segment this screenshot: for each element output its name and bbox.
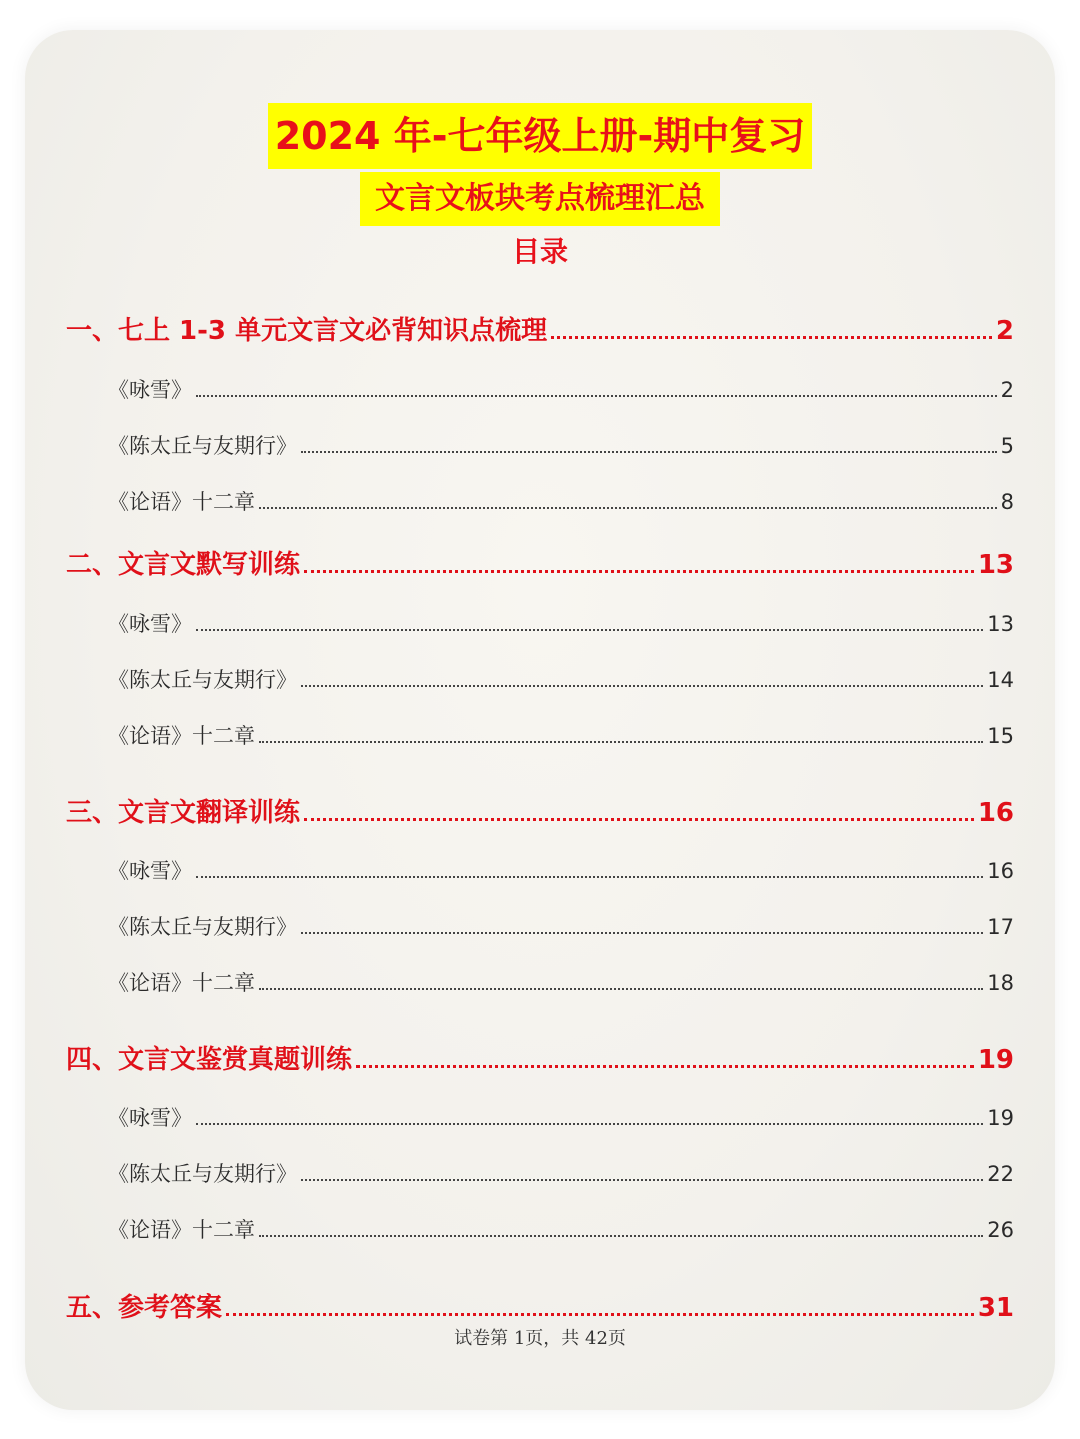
toc-item-page: 26 xyxy=(987,1218,1014,1242)
toc-section-5[interactable] xyxy=(66,1287,1014,1324)
toc-item-label: 《论语》十二章 xyxy=(108,490,255,514)
document-title: 2024 年-七年级上册-期中复习 xyxy=(268,103,812,169)
toc-item[interactable] xyxy=(108,664,1014,694)
dot-leader xyxy=(196,627,983,631)
document-subtitle: 文言文板块考点梳理汇总 xyxy=(360,172,720,226)
toc-item-label: 《论语》十二章 xyxy=(108,1218,255,1242)
toc-section-label: 二、文言文默写训练 xyxy=(66,550,301,580)
toc-item[interactable] xyxy=(108,911,1014,941)
dot-leader xyxy=(196,1121,983,1125)
dot-leader xyxy=(259,739,983,743)
dot-leader xyxy=(551,334,992,339)
dot-leader xyxy=(301,683,983,687)
toc-section-2[interactable] xyxy=(66,544,1014,581)
toc-item[interactable] xyxy=(108,720,1014,750)
toc-item-label: 《咏雪》 xyxy=(108,612,192,636)
toc-item-page: 18 xyxy=(987,971,1014,995)
toc-section-1[interactable] xyxy=(66,310,1014,347)
toc-item[interactable] xyxy=(108,1158,1014,1188)
toc-item[interactable] xyxy=(108,374,1014,404)
toc-section-label: 三、文言文翻译训练 xyxy=(66,798,301,828)
dot-leader xyxy=(196,874,983,878)
toc-section-page: 2 xyxy=(995,316,1014,346)
toc-item[interactable] xyxy=(108,855,1014,885)
toc-item-page: 16 xyxy=(987,859,1014,883)
toc-item[interactable] xyxy=(108,608,1014,638)
toc-item-page: 19 xyxy=(987,1106,1014,1130)
dot-leader xyxy=(301,449,997,453)
toc-item-label: 《论语》十二章 xyxy=(108,724,255,748)
toc-item-label: 《陈太丘与友期行》 xyxy=(108,915,297,939)
toc-section-3[interactable] xyxy=(66,792,1014,829)
toc-item-page: 17 xyxy=(987,915,1014,939)
toc-item[interactable] xyxy=(108,486,1014,516)
toc-section-label: 一、七上 1-3 单元文言文必背知识点梳理 xyxy=(66,316,548,346)
toc-item-label: 《咏雪》 xyxy=(108,1106,192,1130)
dot-leader xyxy=(196,393,997,397)
toc-item-label: 《咏雪》 xyxy=(108,859,192,883)
toc-item-label: 《陈太丘与友期行》 xyxy=(108,434,297,458)
dot-leader xyxy=(304,816,974,821)
toc-item-page: 8 xyxy=(1000,490,1014,514)
toc-heading: 目录 xyxy=(511,235,568,268)
toc-section-4[interactable] xyxy=(66,1039,1014,1076)
toc-section-page: 13 xyxy=(977,550,1014,580)
toc-item-label: 《论语》十二章 xyxy=(108,971,255,995)
dot-leader xyxy=(259,1233,983,1237)
dot-leader xyxy=(304,568,974,573)
toc-section-label: 五、参考答案 xyxy=(66,1293,223,1323)
dot-leader xyxy=(259,505,997,509)
toc-item-label: 《陈太丘与友期行》 xyxy=(108,1162,297,1186)
toc-section-page: 19 xyxy=(977,1045,1014,1075)
page-footer: 试卷第 1页，共 42页 xyxy=(454,1328,626,1349)
toc-item-label: 《咏雪》 xyxy=(108,378,192,402)
dot-leader xyxy=(356,1063,974,1068)
dot-leader xyxy=(226,1311,974,1316)
toc-item[interactable] xyxy=(108,967,1014,997)
toc-item-page: 2 xyxy=(1000,378,1014,402)
toc-item-page: 15 xyxy=(987,724,1014,748)
toc-item[interactable] xyxy=(108,430,1014,460)
toc-item-label: 《陈太丘与友期行》 xyxy=(108,668,297,692)
dot-leader xyxy=(301,930,983,934)
toc-section-page: 16 xyxy=(977,798,1014,828)
toc-item[interactable] xyxy=(108,1102,1014,1132)
dot-leader xyxy=(301,1177,983,1181)
dot-leader xyxy=(259,986,983,990)
toc-item-page: 22 xyxy=(987,1162,1014,1186)
toc-section-page: 31 xyxy=(977,1293,1014,1323)
toc-item[interactable] xyxy=(108,1214,1014,1244)
toc-section-label: 四、文言文鉴赏真题训练 xyxy=(66,1045,353,1075)
toc-item-page: 13 xyxy=(987,612,1014,636)
toc-item-page: 14 xyxy=(987,668,1014,692)
toc-item-page: 5 xyxy=(1000,434,1014,458)
